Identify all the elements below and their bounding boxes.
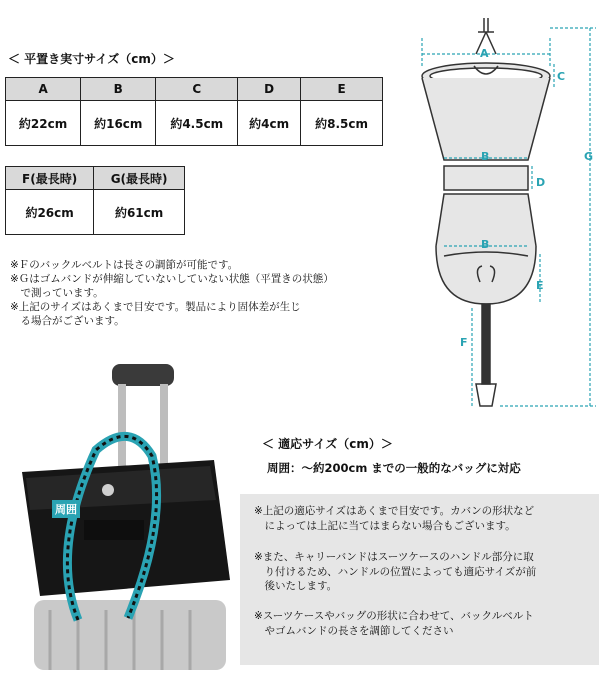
- photo-label: 周囲: [52, 500, 80, 518]
- label-f: F: [460, 336, 468, 349]
- value-b: 約16cm: [81, 101, 156, 146]
- label-a: A: [480, 47, 489, 60]
- header-f: F(最長時): [6, 167, 94, 190]
- header-c: C: [156, 78, 238, 101]
- header-a: A: [6, 78, 81, 101]
- value-e: 約8.5cm: [301, 101, 383, 146]
- value-a: 約22cm: [6, 101, 81, 146]
- circumference-text: 周囲：～約200cm までの一般的なバッグに対応: [267, 461, 521, 475]
- size-table-fg: [5, 166, 185, 235]
- dimension-diagram: [400, 8, 600, 426]
- size-heading: ＜ 平置き実寸サイズ（cm）＞: [8, 52, 175, 66]
- size-notes: ※Ｆのバックルベルトは長さの調節が可能です。 ※Ｇはゴムバンドが伸縮していないしていない状態（平置きの状態） で測っています。 ※上記のサイズはあくまで目安です。製品により固体差が生じ る場合がございます。: [10, 259, 334, 327]
- fit-note-3: ※スーツケースやバッグの形状に合わせて、バックルベルト やゴムバンドの長さを調節してください: [254, 610, 534, 637]
- header-g: G(最長時): [94, 167, 185, 190]
- value-f: 約26cm: [6, 190, 94, 235]
- suitcase-handle: [112, 364, 174, 386]
- product-outline: [422, 18, 550, 406]
- product-photo: [0, 360, 236, 670]
- fit-heading: ＜ 適応サイズ（cm）＞: [262, 437, 393, 451]
- header-e: E: [301, 78, 383, 101]
- label-e: E: [536, 279, 544, 292]
- value-d: 約4cm: [238, 101, 301, 146]
- header-d: D: [238, 78, 301, 101]
- value-g: 約61cm: [94, 190, 185, 235]
- fit-note-2: ※また、キャリーバンドはスーツケースのハンドル部分に取 り付けるため、ハンドルの位置によっても適応サイズが前 後いたします。: [254, 551, 537, 592]
- size-table-abcde: [5, 77, 383, 146]
- value-c: 約4.5cm: [156, 101, 238, 146]
- fit-note-1: ※上記の適応サイズはあくまで目安です。カバンの形状など によっては上記に当てはまらない場合もございます。: [254, 505, 535, 532]
- label-b-top: B: [481, 150, 490, 163]
- header-b: B: [81, 78, 156, 101]
- label-g: G: [584, 150, 594, 163]
- fit-notes-box: [240, 494, 599, 665]
- label-b-lower: B: [481, 238, 490, 251]
- label-d: D: [536, 176, 546, 189]
- label-c: C: [557, 70, 566, 83]
